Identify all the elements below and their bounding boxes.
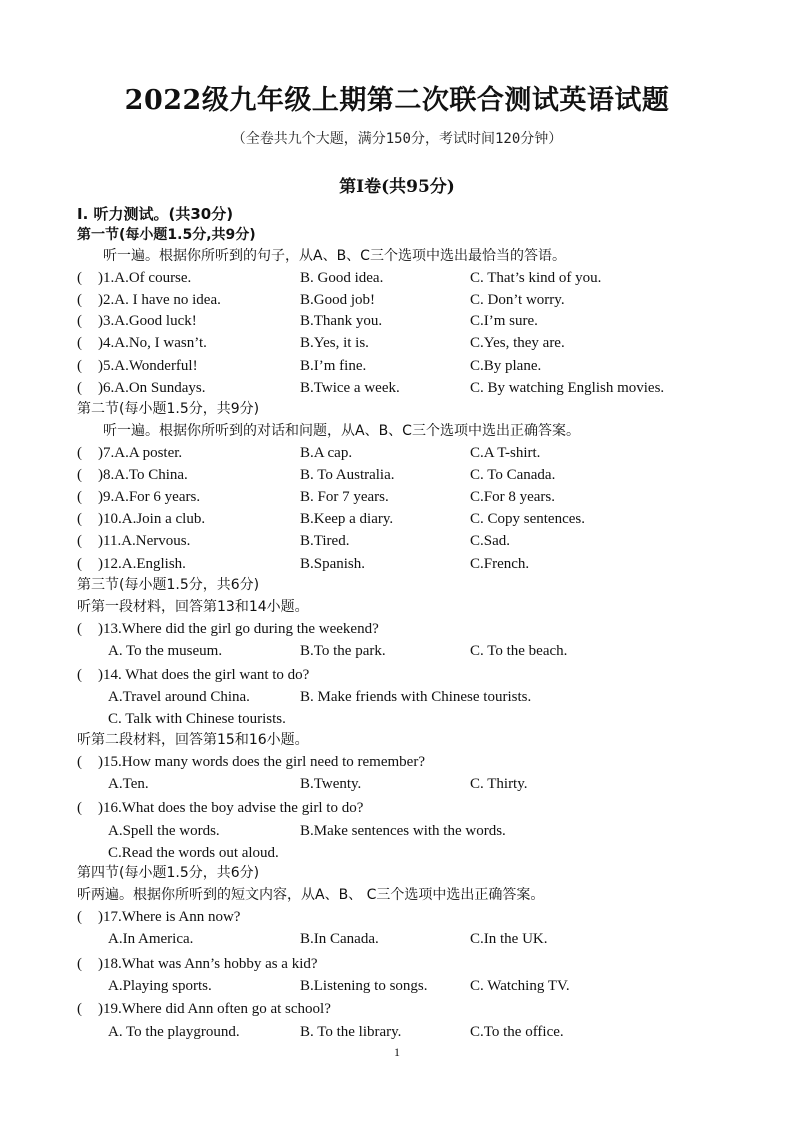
option-c: C.Sad. <box>470 533 511 549</box>
option-c: C.By plane. <box>470 358 542 374</box>
option-a: A.Playing sports. <box>108 978 212 994</box>
question-text: )18.What was Ann’s hobby as a kid? <box>98 956 318 972</box>
option-c: C.Yes, they are. <box>470 335 565 351</box>
section-main-heading: I. 听力测试。(共30分) <box>77 205 234 223</box>
answer-blank: ( <box>77 445 82 461</box>
question-option-a: )7.A.A poster. <box>98 445 183 461</box>
option-b: B.In Canada. <box>300 931 379 947</box>
option-a: A. To the playground. <box>108 1024 240 1040</box>
option-a: A.Travel around China. <box>108 689 250 705</box>
option-b: B.Twice a week. <box>300 380 400 396</box>
option-c: C.To the office. <box>470 1024 564 1040</box>
option-c: C.For 8 years. <box>470 489 555 505</box>
options-row <box>0 975 794 997</box>
option-c: C. That’s kind of you. <box>470 270 602 286</box>
option-c: C.French. <box>470 556 530 572</box>
answer-blank: ( <box>77 335 82 351</box>
question-row <box>0 998 794 1020</box>
question-row <box>0 553 794 575</box>
exam-title: 2022级九年级上期第二次联合测试英语试题 <box>124 85 670 116</box>
question-row <box>0 664 794 686</box>
instruction-line <box>0 245 794 267</box>
option-c: C. Don’t worry. <box>470 292 565 308</box>
option-c: C. By watching English movies. <box>470 380 665 396</box>
answer-blank: ( <box>77 667 82 683</box>
option-c: C. Copy sentences. <box>470 511 585 527</box>
s3-material-1: 听第一段材料，回答第13和14小题。 <box>77 599 309 615</box>
answer-blank: ( <box>77 358 82 374</box>
option-b: B.Tired. <box>300 533 350 549</box>
question-option-a: )8.A.To China. <box>98 467 188 483</box>
subsection-heading <box>0 398 794 420</box>
question-text: )13.Where did the girl go during the weekend? <box>98 621 379 637</box>
answer-blank: ( <box>77 511 82 527</box>
option-b: B.Twenty. <box>300 776 362 792</box>
answer-blank: ( <box>77 909 82 925</box>
question-text: )16.What does the boy advise the girl to do? <box>98 800 364 816</box>
answer-blank: ( <box>77 956 82 972</box>
exam-subtitle: （全卷共九个大题，满分150分，考试时间120分钟） <box>231 131 563 147</box>
option-b: B. Make friends with Chinese tourists. <box>300 689 532 705</box>
subsection-heading <box>0 574 794 596</box>
subsection-heading <box>0 862 794 884</box>
options-row <box>0 842 794 864</box>
question-row <box>0 486 794 508</box>
question-option-a: )3.A.Good luck! <box>98 313 197 329</box>
question-text: )14. What does the girl want to do? <box>98 667 310 683</box>
answer-blank: ( <box>77 533 82 549</box>
question-row <box>0 355 794 377</box>
options-row <box>0 686 794 708</box>
option-b: B.Keep a diary. <box>300 511 394 527</box>
option-b: B.Listening to songs. <box>300 978 428 994</box>
answer-blank: ( <box>77 313 82 329</box>
section-header <box>0 203 794 225</box>
options-row <box>0 708 794 730</box>
option-c: C. Thirty. <box>470 776 528 792</box>
s3-heading: 第三节(每小题1.5分，共6分) <box>77 577 260 593</box>
s1-heading: 第一节(每小题1.5分,共9分) <box>77 227 256 243</box>
option-a: A.Spell the words. <box>108 823 220 839</box>
instruction-line <box>0 420 794 442</box>
answer-blank: ( <box>77 380 82 396</box>
option-b: B.Yes, it is. <box>300 335 369 351</box>
option-b: B. To the library. <box>300 1024 402 1040</box>
answer-blank: ( <box>77 270 82 286</box>
s2-heading: 第二节(每小题1.5分，共9分) <box>77 401 260 417</box>
option-b: B.To the park. <box>300 643 386 659</box>
option-b: B.Good job! <box>300 292 375 308</box>
answer-blank: ( <box>77 467 82 483</box>
answer-blank: ( <box>77 754 82 770</box>
s3-material-2: 听第二段材料，回答第15和16小题。 <box>77 732 309 748</box>
question-text: )17.Where is Ann now? <box>98 909 241 925</box>
question-row <box>0 442 794 464</box>
option-a: A.In America. <box>108 931 194 947</box>
question-row <box>0 751 794 773</box>
part-title: 第I卷(共95分) <box>339 177 455 197</box>
question-text: )19.Where did Ann often go at school? <box>98 1001 331 1017</box>
question-row <box>0 310 794 332</box>
answer-blank: ( <box>77 1001 82 1017</box>
option-c: C.I’m sure. <box>470 313 538 329</box>
instruction-line <box>0 884 794 906</box>
question-row <box>0 267 794 289</box>
question-row <box>0 464 794 486</box>
answer-blank: ( <box>77 292 82 308</box>
question-option-a: )1.A.Of course. <box>98 270 192 286</box>
s4-instruction: 听两遍。根据你所听到的短文内容，从A、B、 C三个选项中选出正确答案。 <box>77 887 545 903</box>
option-c: C. To the beach. <box>470 643 568 659</box>
question-row <box>0 530 794 552</box>
option-a: A. To the museum. <box>108 643 223 659</box>
question-row <box>0 953 794 975</box>
s2-instruction: 听一遍。根据你所听到的对话和问题，从A、B、C三个选项中选出正确答案。 <box>103 423 580 439</box>
question-row <box>0 377 794 399</box>
options-row <box>0 640 794 662</box>
question-text: )15.How many words does the girl need to remember? <box>98 754 425 770</box>
option-c: C. Watching TV. <box>470 978 570 994</box>
question-row <box>0 508 794 530</box>
question-option-a: )12.A.English. <box>98 556 186 572</box>
question-row <box>0 289 794 311</box>
question-option-a: )5.A.Wonderful! <box>98 358 198 374</box>
answer-blank: ( <box>77 800 82 816</box>
question-option-a: )2.A. I have no idea. <box>98 292 221 308</box>
options-row <box>0 820 794 842</box>
question-row <box>0 332 794 354</box>
option-c: C.A T-shirt. <box>470 445 541 461</box>
answer-blank: ( <box>77 621 82 637</box>
option-b: B.Thank you. <box>300 313 383 329</box>
material-line <box>0 596 794 618</box>
option-c: C. To Canada. <box>470 467 556 483</box>
option-c: C.In the UK. <box>470 931 548 947</box>
question-option-a: )11.A.Nervous. <box>98 533 191 549</box>
option-b: B. Good idea. <box>300 270 384 286</box>
option-b: B.A cap. <box>300 445 353 461</box>
question-row <box>0 797 794 819</box>
option-c: C. Talk with Chinese tourists. <box>108 711 286 727</box>
page-number: 1 <box>394 1045 400 1059</box>
s1-instruction: 听一遍。根据你所听到的句子，从A、B、C三个选项中选出最恰当的答语。 <box>103 248 566 264</box>
option-b: B.Spanish. <box>300 556 366 572</box>
question-row <box>0 618 794 640</box>
option-b: B. For 7 years. <box>300 489 389 505</box>
option-b: B.Make sentences with the words. <box>300 823 506 839</box>
options-row <box>0 773 794 795</box>
s4-heading: 第四节(每小题1.5分，共6分) <box>77 865 260 881</box>
question-option-a: )9.A.For 6 years. <box>98 489 201 505</box>
question-option-a: )10.A.Join a club. <box>98 511 206 527</box>
option-b: B. To Australia. <box>300 467 395 483</box>
options-row <box>0 928 794 950</box>
options-row <box>0 1021 794 1043</box>
question-option-a: )6.A.On Sundays. <box>98 380 206 396</box>
question-option-a: )4.A.No, I wasn’t. <box>98 335 207 351</box>
material-line <box>0 729 794 751</box>
answer-blank: ( <box>77 489 82 505</box>
answer-blank: ( <box>77 556 82 572</box>
option-a: A.Ten. <box>108 776 149 792</box>
subsection-heading <box>0 224 794 246</box>
question-row <box>0 906 794 928</box>
option-b: B.I’m fine. <box>300 358 367 374</box>
option-c: C.Read the words out aloud. <box>108 845 279 861</box>
